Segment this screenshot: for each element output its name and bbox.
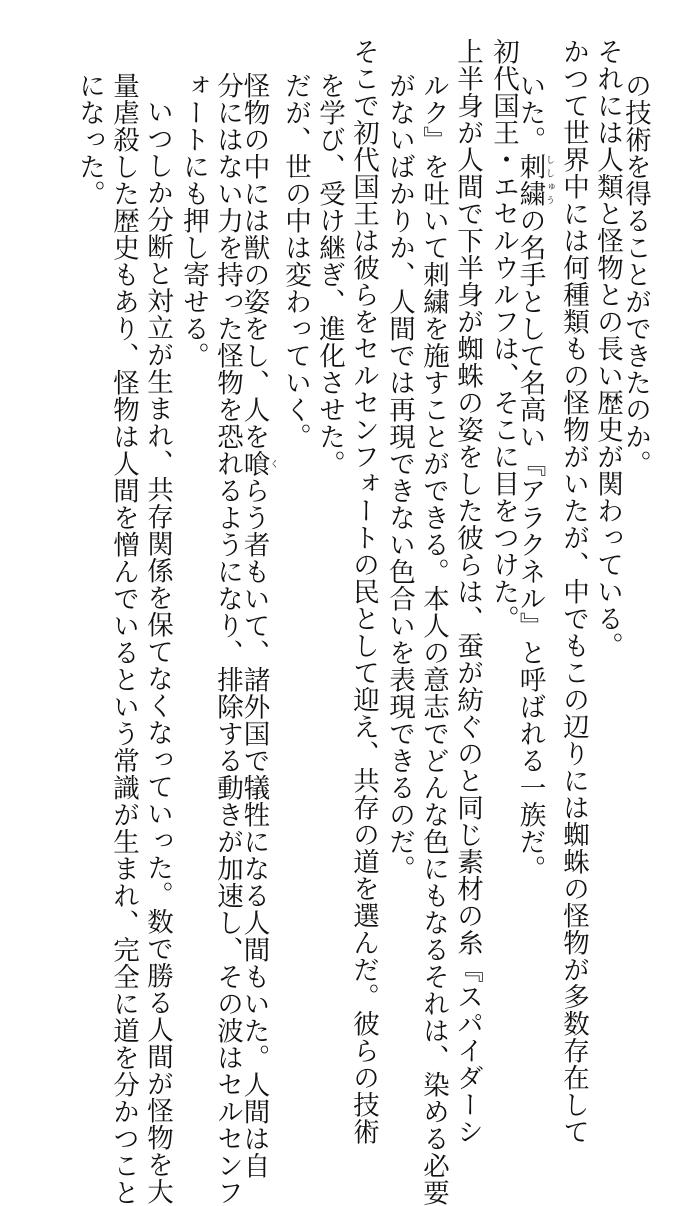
text-line-6: 上半身が人間で下半身が蜘蛛の姿をした彼らは、蚕が紡ぐのと同じ素材の糸『スパイダーシ bbox=[452, 38, 483, 1145]
text-line-1: の技術を得ることができたのか。 bbox=[620, 72, 651, 477]
text-line-2: それには人類と怪物との長い歴史が関わっている。 bbox=[592, 38, 623, 659]
text-line-12-tail: らう者もいて、諸外国で犠牲になる人間もいた。人間は自 bbox=[238, 477, 270, 1179]
ruby-kurau-base: 喰 bbox=[238, 450, 270, 477]
text-line-15: いつしか分断と対立が生まれ、共存関係を保てなくなっていった。数で勝る人間が怪物を大 bbox=[142, 98, 173, 1205]
text-line-4 bbox=[514, 72, 554, 882]
text-line-4-head: いた。 bbox=[514, 72, 546, 153]
text-line-16: 量虐殺した歴史もあり、怪物は人間を憎んでいるという常識が生まれ、完全に道を分かつこと bbox=[108, 72, 139, 1206]
ruby-shishu-reading: ししゅう bbox=[544, 153, 554, 207]
text-line-10: を学び、受け継ぎ、進化させた。 bbox=[314, 72, 345, 477]
text-line-4-tail: の名手として名高い『アラクネル』と呼ばれる一族だ。 bbox=[514, 207, 546, 882]
text-line-14: ォートにも押し寄せる。 bbox=[178, 72, 209, 369]
text-line-12-head: 怪物の中には獣の姿をし、人を bbox=[238, 72, 270, 450]
text-line-13: 分にはない力を持った怪物を恐れるようになり、排除する動きが加速し、その波はセルセンフ bbox=[212, 72, 243, 1206]
text-line-17: になった。 bbox=[74, 72, 105, 207]
ruby-kurau-reading: く bbox=[268, 450, 278, 477]
ruby-shishu-base: 刺繍 bbox=[514, 153, 546, 207]
text-line-11: だが、世の中は変わっていく。 bbox=[280, 72, 311, 450]
text-line-7: ルク』を吐いて刺繍を施すことができる。本人の意志でどんな色にもなるそれは、染める必要 bbox=[418, 72, 449, 1206]
text-line-9: そこで初代国王は彼らをセルセンフォートの民として迎え、共存の道を選んだ。彼らの技術 bbox=[348, 38, 379, 1145]
text-line-8: がないばかりか、人間では再現できない色合いを表現できるのだ。 bbox=[384, 72, 415, 882]
text-line-3: かつて世界中には何種類もの怪物がいたが、中でもこの辺りには蜘蛛の怪物が多数存在して bbox=[558, 38, 589, 1145]
text-line-5: 初代国王・エセルウルフは、そこに目をつけた。 bbox=[488, 38, 519, 632]
text-line-12 bbox=[238, 72, 278, 1179]
